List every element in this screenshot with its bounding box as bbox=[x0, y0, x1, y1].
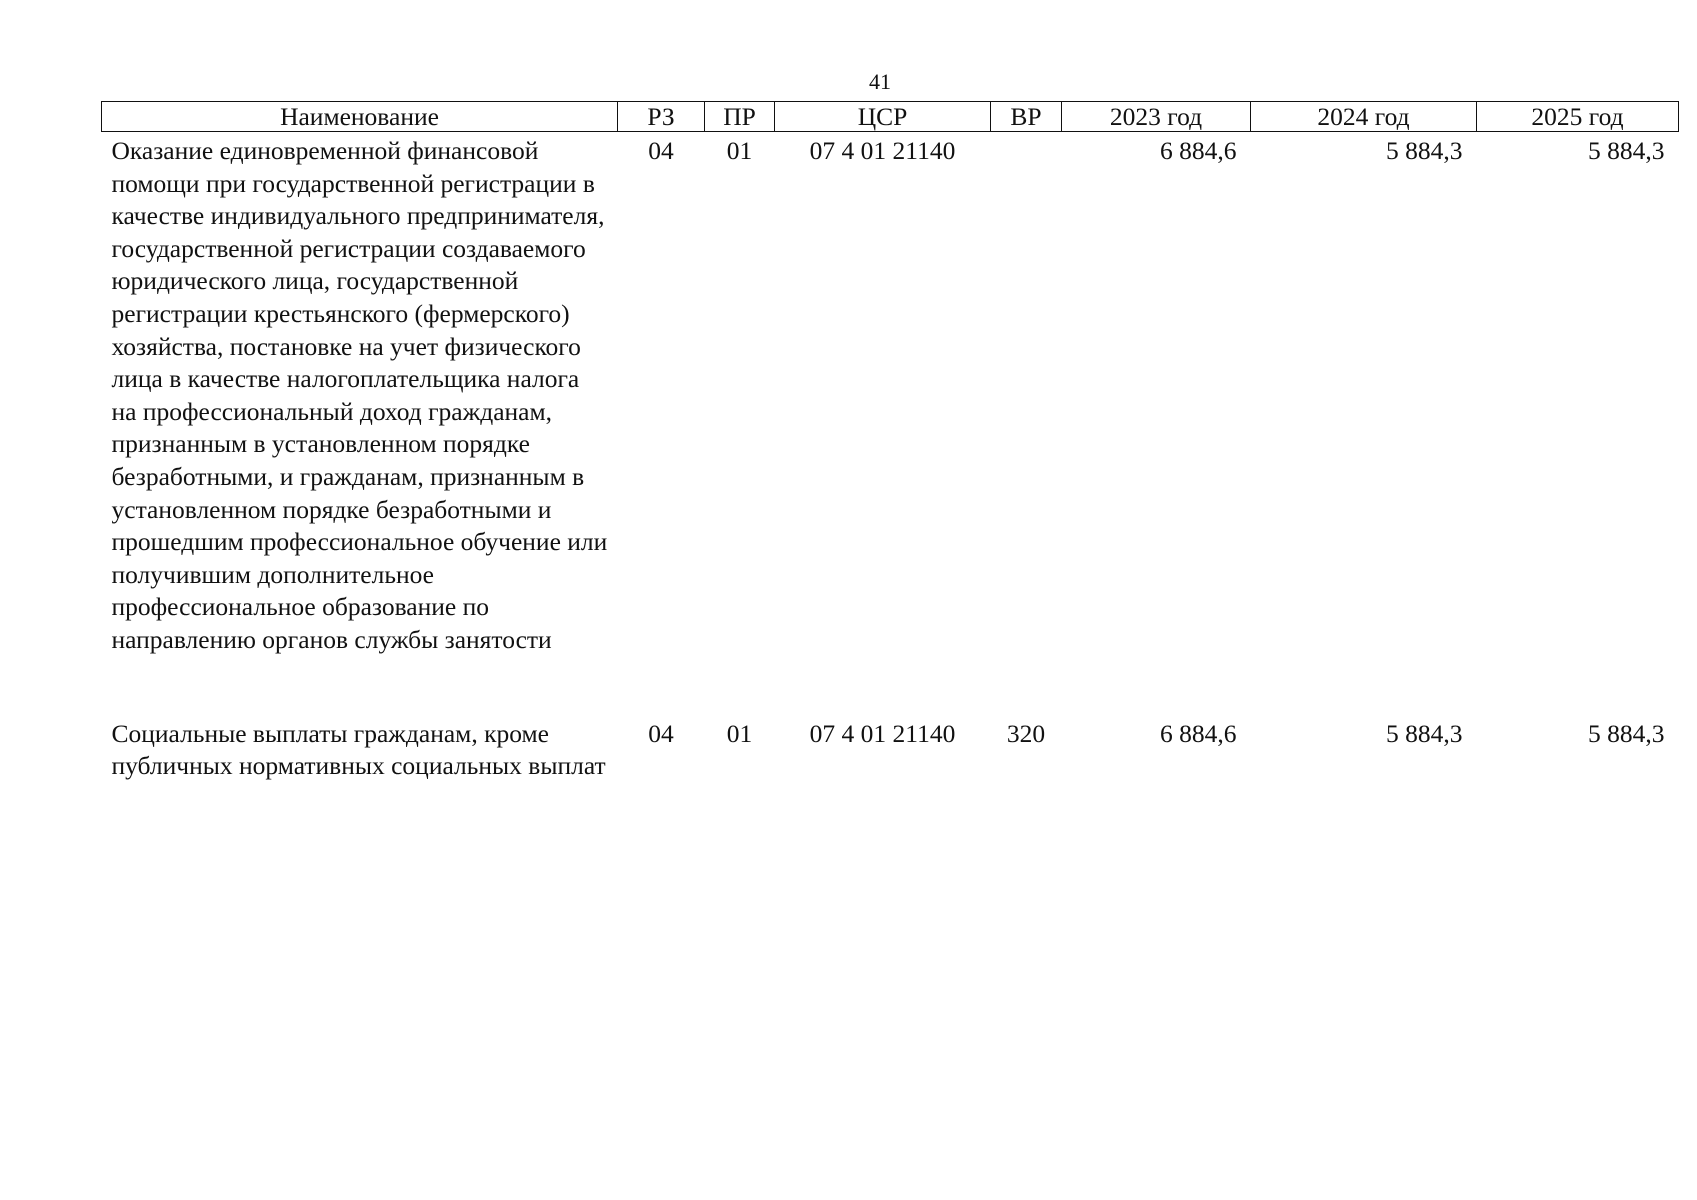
header-row bbox=[102, 102, 1679, 132]
row-2023: 6 884,6 bbox=[1160, 136, 1237, 165]
row-name-cell bbox=[102, 132, 618, 657]
row-pr: 01 bbox=[726, 718, 753, 748]
row-name-cell bbox=[102, 715, 618, 783]
row-vr bbox=[991, 132, 1062, 657]
row-pr: 01 bbox=[726, 136, 753, 165]
budget-table-container bbox=[101, 101, 1678, 783]
page-number: 41 bbox=[869, 69, 891, 94]
header-pr: ПР bbox=[705, 102, 775, 132]
header-2025: 2025 год bbox=[1477, 102, 1679, 132]
row-vr: 320 bbox=[1006, 718, 1046, 748]
table-row bbox=[102, 715, 1679, 783]
row-name: Оказание единовременной финансовой помощи при государственной регистрации в качестве индивидуального предпринимателя, государственной регистрации создаваемого юридического лица, государственной регистрации крестьянского (фермерского) хозяйства, постановке на учет физического лица в качестве налогоплательщика налога на профессиональный доход гражданам, признанным в установленном порядке безработными, и гражданам, признанным в установленном порядке безработными и прошедшим профессиональное обучение или получившим дополнительное профессиональное образование по направлению органов службы занятости bbox=[111, 136, 608, 654]
spacer-cell bbox=[102, 657, 1679, 715]
row-2024: 5 884,3 bbox=[1386, 718, 1463, 748]
header-2023: 2023 год bbox=[1062, 102, 1251, 132]
header-name: Наименование bbox=[102, 102, 618, 132]
header-2024: 2024 год bbox=[1251, 102, 1477, 132]
table-body bbox=[102, 132, 1679, 783]
row-rz: 04 bbox=[648, 136, 674, 165]
row-rz: 04 bbox=[648, 718, 674, 748]
table-row bbox=[102, 132, 1679, 657]
budget-table bbox=[101, 101, 1679, 783]
header-csr: ЦСР bbox=[775, 102, 991, 132]
row-spacer bbox=[102, 657, 1679, 715]
table-header bbox=[102, 102, 1679, 132]
row-csr: 07 4 01 21140 bbox=[809, 718, 956, 748]
header-vr: ВР bbox=[991, 102, 1062, 132]
row-2025: 5 884,3 bbox=[1588, 718, 1665, 748]
header-rz: РЗ bbox=[618, 102, 705, 132]
row-2024: 5 884,3 bbox=[1386, 136, 1463, 165]
row-2023: 6 884,6 bbox=[1160, 718, 1237, 748]
row-name: Социальные выплаты гражданам, кроме публичных нормативных социальных выплат bbox=[111, 718, 606, 781]
row-csr: 07 4 01 21140 bbox=[809, 136, 956, 165]
row-2025: 5 884,3 bbox=[1588, 136, 1665, 165]
